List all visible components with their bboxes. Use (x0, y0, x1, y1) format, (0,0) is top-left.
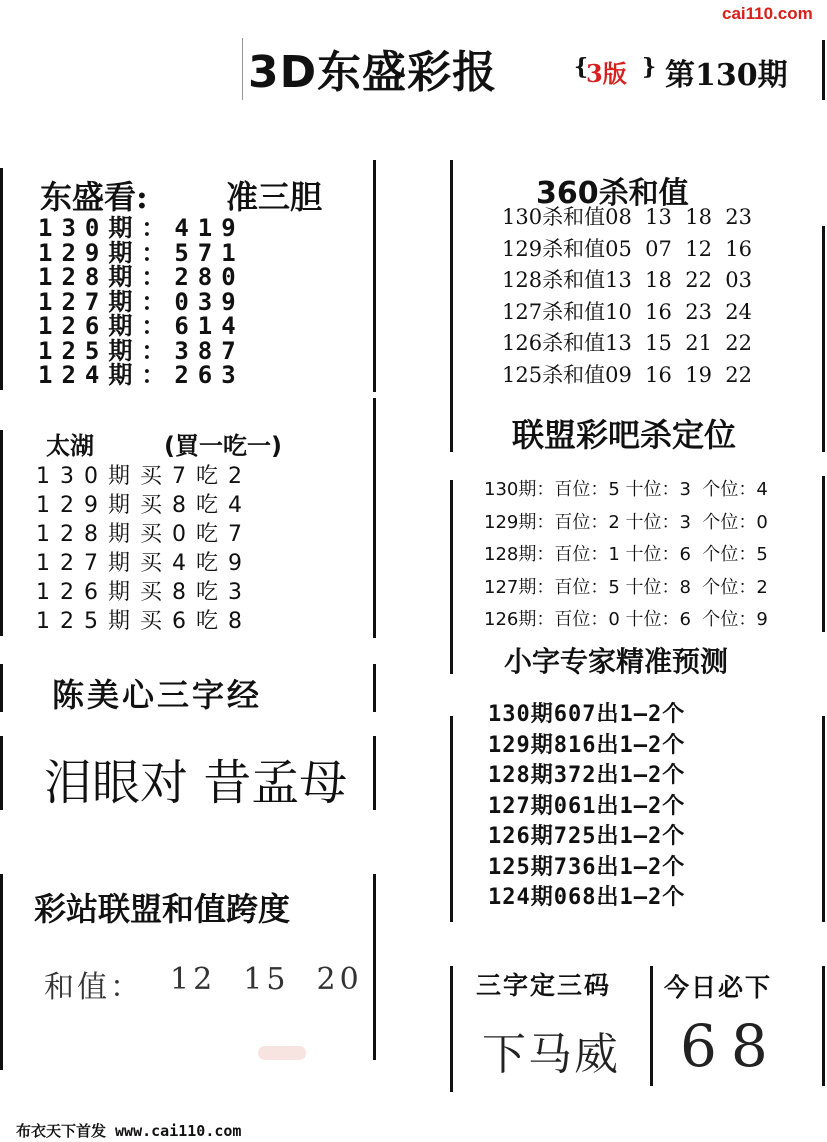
list-item: 125期买6吃8 (36, 609, 252, 634)
list-item: 129期买8吃4 (36, 493, 252, 518)
list-item: 129杀和值05 07 12 16 (502, 236, 753, 261)
section-border-left (0, 736, 3, 810)
xiaozi-list (488, 702, 686, 924)
xiaozi-heading: 小字专家精准预测 (504, 645, 729, 678)
taihu-heading-left: 太湖​ (46, 432, 94, 460)
list-item: 127期061出1—2个 (488, 793, 686, 819)
list-item: 130期：百位：5 十位：3 个位：4 (484, 479, 768, 500)
issue-number: 第130期 (665, 58, 788, 93)
caizhan-heading: 彩站联盟和值跨度 (34, 890, 291, 928)
list-item: 127期买4吃9 (36, 551, 252, 576)
section-border-left (450, 966, 453, 1092)
section-border-left (450, 716, 453, 922)
header-divider-right (822, 40, 825, 100)
section-border-left (0, 874, 3, 1070)
section-border-left (450, 480, 453, 674)
page-title: 3D东盛彩报 (248, 47, 498, 98)
dongsheng-heading-left: 东盛看: (40, 178, 148, 216)
section-border-right (822, 476, 825, 632)
list-item: 130杀和值08 13 18 23 (502, 205, 753, 229)
list-item: 127杀和值10 16 23 24 (502, 299, 753, 324)
lianmeng-heading: 联盟彩吧杀定位 (512, 416, 737, 454)
list-item: 128杀和值13 18 22 03 (502, 268, 753, 292)
list-item: 128期买0吃7 (36, 522, 252, 547)
edition-badge: 3版 (586, 59, 627, 88)
list-item: 127期：百位：5 十位：8 个位：2 (484, 576, 768, 598)
list-item: 129期816出1—2个 (488, 732, 686, 758)
list-item: 126杀和值13 15 21 22 (502, 331, 753, 355)
section-border-right (373, 874, 376, 1060)
list-item: 129期：百位：2 十位：3 个位：0 (484, 511, 768, 533)
list-item: 127期：039 (38, 287, 245, 316)
list-item: 130期607出1—2个 (488, 702, 686, 727)
list-item: 129期：571 (38, 238, 245, 267)
section-border-right (373, 664, 376, 712)
chenmeixin-text: 泪眼对 昔孟母 (44, 755, 348, 811)
list-item: 128期：280 (38, 263, 245, 291)
section-border-left (450, 160, 453, 452)
jinri-value: 68 (680, 1012, 782, 1080)
taihu-list (36, 462, 252, 636)
list-item: 126期：百位：0 十位：6 个位：9 (484, 609, 768, 630)
caizhan-label: 和值： (44, 970, 143, 1005)
list-item: 124期：263 (38, 361, 245, 389)
list-item: 125期736出1—2个 (488, 854, 686, 880)
jinri-heading: 今日必下 (664, 973, 773, 1002)
smudge-mark (258, 1046, 306, 1060)
edition-brace-close: } (642, 54, 657, 80)
chenmeixin-heading: 陈美心三字经 (52, 676, 263, 714)
sanzi-heading: 三字定三码 (476, 971, 612, 1000)
dongsheng-heading-right: 准三胆 (226, 178, 323, 216)
list-item: 126期725出1—2个 (488, 824, 686, 849)
sanzi-text: 下马威 (482, 1029, 620, 1080)
kill360-list (502, 205, 802, 391)
kill360-heading: 360杀和值 (536, 176, 689, 211)
section-border-left (0, 168, 3, 390)
list-item: 130期买7吃2 (36, 464, 252, 489)
section-border-right (822, 716, 825, 922)
taihu-heading-right: (買一吃一) (164, 432, 282, 460)
edition-brace-open: { (574, 54, 589, 80)
dongsheng-list (38, 216, 245, 388)
list-item: 125杀和值09 16 19 22 (502, 362, 753, 387)
section-border-right (822, 226, 825, 452)
footer-credit: 布衣天下首发 www.cai110.com (16, 1122, 242, 1140)
section-border-right (373, 736, 376, 810)
box-divider (650, 966, 653, 1086)
section-border-right (373, 398, 376, 638)
list-item: 126期买8吃3 (36, 580, 252, 605)
list-item: 130期：419 (38, 214, 245, 242)
watermark: cai110.com (722, 4, 813, 23)
header-divider-left (242, 38, 243, 100)
list-item: 124期068出1—2个 (488, 885, 686, 910)
section-border-right (373, 160, 376, 392)
list-item: 128期：百位：1 十位：6 个位：5 (484, 544, 768, 565)
list-item: 125期：387 (38, 336, 245, 365)
section-border-left (0, 430, 3, 636)
section-border-right (822, 966, 825, 1086)
caizhan-values: 12 15 20 (170, 962, 363, 997)
list-item: 126期：614 (38, 312, 245, 340)
list-item: 128期372出1—2个 (488, 763, 686, 788)
section-border-left (0, 664, 3, 712)
lianmeng-list (484, 474, 768, 637)
